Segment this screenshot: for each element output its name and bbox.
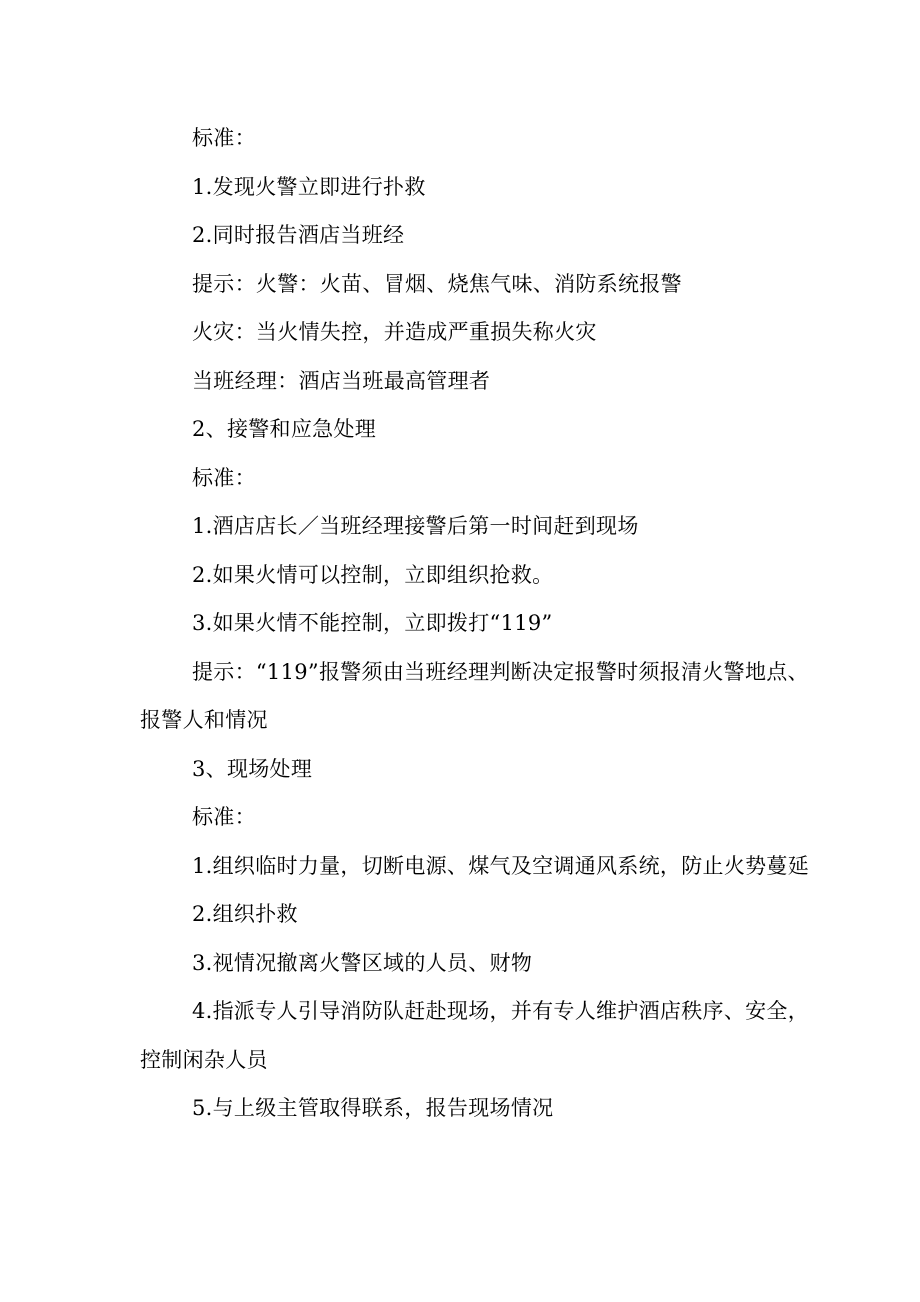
paragraph-item-1-1: 1.发现火警立即进行扑救 bbox=[192, 174, 426, 199]
paragraph-item-3-3: 3.视情况撤离火警区域的人员、财物 bbox=[192, 950, 533, 975]
paragraph-item-2-3: 3.如果火情不能控制，立即拨打“119” bbox=[192, 611, 553, 635]
paragraph-standard-2: 标准： bbox=[192, 465, 256, 490]
paragraph-fire-definition: 火灾：当火情失控，并造成严重损失称火灾 bbox=[192, 320, 597, 344]
paragraph-item-3-4: 4.指派专人引导消防队赶赴现场，并有专人维护酒店秩序、安全，控制闲杂人员 bbox=[140, 999, 810, 1072]
paragraph-standard-1: 标准： bbox=[192, 126, 256, 150]
section-heading-2: 2、接警和应急处理 bbox=[192, 417, 377, 441]
paragraph-item-1-2: 2.同时报告酒店当班经 bbox=[192, 223, 405, 247]
paragraph-item-2-2: 2.如果火情可以控制，立即组织抢救。 bbox=[192, 562, 554, 587]
paragraph-tip-119: 提示：“119”报警须由当班经理判断决定报警时须报清火警地点、报警人和情况 bbox=[140, 659, 809, 732]
paragraph-item-3-1: 1.组织临时力量，切断电源、煤气及空调通风系统，防止火势蔓延 bbox=[192, 853, 810, 878]
paragraph-item-3-2: 2.组织扑救 bbox=[192, 902, 298, 926]
paragraph-item-3-5: 5.与上级主管取得联系，报告现场情况 bbox=[192, 1096, 554, 1120]
paragraph-item-2-1: 1.酒店店长／当班经理接警后第一时间赶到现场 bbox=[192, 514, 639, 538]
paragraph-duty-manager-definition: 当班经理：酒店当班最高管理者 bbox=[192, 368, 491, 393]
section-heading-3: 3、现场处理 bbox=[192, 756, 313, 781]
paragraph-tip-fire-alarm: 提示：火警：火苗、冒烟、烧焦气味、消防系统报警 bbox=[192, 271, 682, 296]
paragraph-standard-3: 标准： bbox=[192, 805, 256, 829]
